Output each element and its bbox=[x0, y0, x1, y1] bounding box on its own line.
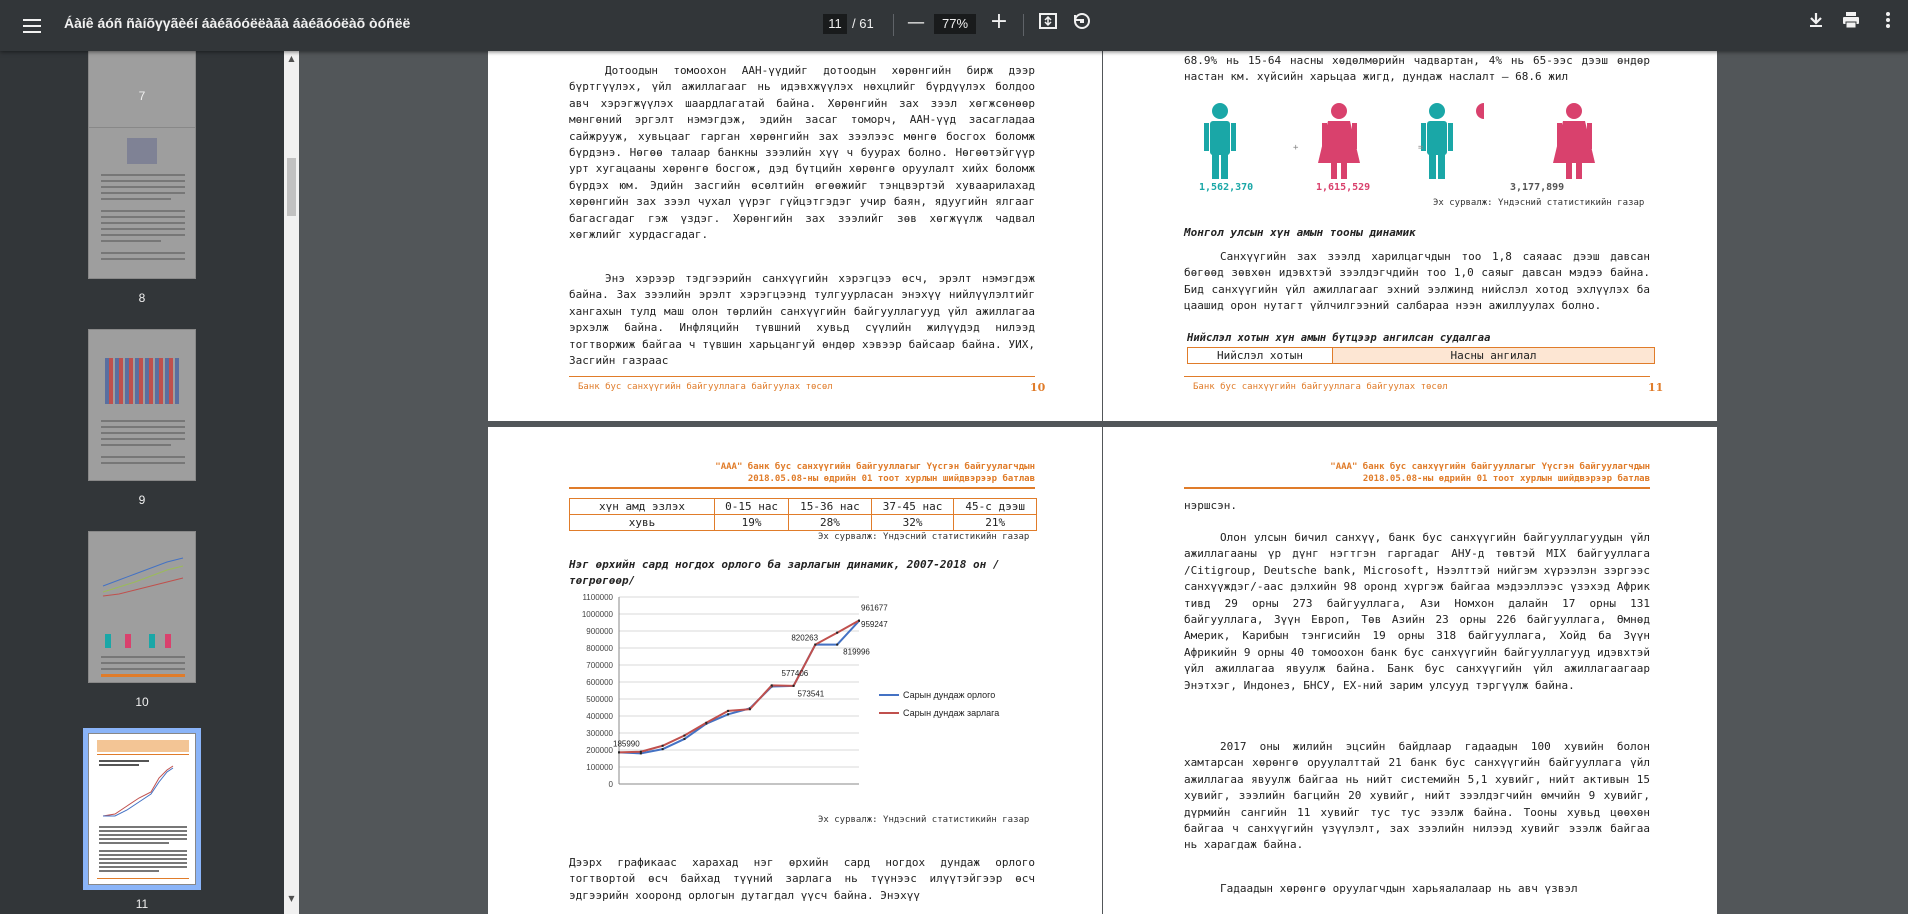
population-infographic bbox=[1184, 101, 1484, 211]
page-thumbnail-active[interactable] bbox=[88, 733, 196, 885]
page-header: 2018.05.08-ны өдрийн 01 тоот хурлын шийдвэрээр батлав bbox=[1362, 474, 1650, 484]
chart-title: Нэг өрхийн сард ногдох орлого ба зарлагын динамик, 2007-2018 он /төгрөгөөр/ bbox=[569, 558, 1000, 587]
source-note: Эх сурвалж: Үндэсний статистикийн газар bbox=[818, 815, 1030, 825]
y-tick-label: 0 bbox=[608, 780, 613, 789]
download-icon[interactable] bbox=[1802, 10, 1830, 38]
data-point bbox=[683, 735, 685, 737]
thumbnail-label: 9 bbox=[138, 493, 146, 507]
table-cell: 28% bbox=[789, 515, 872, 531]
table-cell: 37-45 нас bbox=[871, 499, 954, 515]
source-note: Эх сурвалж: Үндэсний статистикийн газар bbox=[818, 532, 1030, 542]
table-cell: хүн амд эзлэх bbox=[570, 499, 715, 515]
table-cell: 45-с дээш bbox=[954, 499, 1037, 515]
footer-text: Банк бус санхүүгийн байгууллага байгуулах төсөл bbox=[578, 382, 833, 392]
plus-sign: + bbox=[1293, 143, 1299, 153]
pdf-toolbar bbox=[0, 0, 1908, 51]
y-tick-label: 900000 bbox=[586, 627, 613, 636]
data-point bbox=[836, 632, 838, 634]
page-thumbnail[interactable] bbox=[88, 127, 196, 279]
page-header: "ААА" банк бус санхүүгийн байгууллагыг Үүсгэн байгуулагчдын bbox=[715, 462, 1035, 472]
data-point bbox=[727, 710, 729, 712]
paragraph: 68.9% нь 15-64 насны хөдөлмөрийн чадвартан, 4% нь 65-ээс дээш өндөр настан км. хүйсийн харьцаа жигд, дундаж наслалт — 68.6 жил bbox=[1184, 54, 1650, 84]
pdf-page-13 bbox=[1103, 427, 1717, 914]
section-title: Нийслэл хотын хүн амын бүтцээр ангилсан судалгаа bbox=[1187, 332, 1491, 344]
y-tick-label: 200000 bbox=[586, 746, 613, 755]
pdf-page-11 bbox=[1103, 51, 1717, 421]
page-header: "ААА" банк бус санхүүгийн байгууллагыг Үүсгэн байгуулагчдын bbox=[1330, 462, 1650, 472]
menu-icon[interactable] bbox=[18, 12, 46, 40]
data-point bbox=[836, 644, 838, 646]
table-cell: 15-36 нас bbox=[789, 499, 872, 515]
data-label: 959247 bbox=[861, 619, 888, 629]
zoom-out-icon[interactable]: — bbox=[907, 12, 925, 33]
table-header-cell: Насны ангилал bbox=[1333, 348, 1655, 364]
table-cell: 19% bbox=[715, 515, 789, 531]
female-figure-icon bbox=[1544, 101, 1604, 191]
page-thumbnail[interactable] bbox=[88, 531, 196, 683]
thumbnail-label: 11 bbox=[135, 897, 149, 911]
zoom-level-input[interactable]: 77% bbox=[934, 14, 976, 34]
total-count: 3,177,899 bbox=[1510, 182, 1565, 193]
header-rule bbox=[569, 487, 1035, 489]
y-tick-label: 400000 bbox=[586, 712, 613, 721]
data-point bbox=[662, 745, 664, 747]
rotate-icon[interactable] bbox=[1068, 11, 1096, 39]
paragraph: 2017 оны жилийн эцсийн байдлаар гадаадын 100 хувийн болон хамтарсан хөрөнгө оруулалттай 21 банк бус санхүүгийн байгууллага үйл ажиллагаа явуулж байгаа нь нийт системийн 5,1 хувийг, нийт активын 15 хувийг, зээлийн багцийн 20 хувийг, нийт зээлдэгчийн өмчийн 9 хувийг, дүрмийн сангийн 11 хувийг тус тус эзэлж байна. Тооны хувьд цөөхөн байгаа ч санхүүгийн үзүүлэлт, зах зээлийн нилээд хувийг эзэлж байгаа нь харагдаж байна. bbox=[1184, 740, 1650, 852]
table-cell: 0-15 нас bbox=[715, 499, 789, 515]
header-rule bbox=[1184, 487, 1650, 489]
page-number: 10 bbox=[1030, 381, 1046, 394]
female-count: 1,615,529 bbox=[1316, 182, 1371, 193]
fit-to-page-icon[interactable] bbox=[1034, 11, 1062, 39]
y-tick-label: 1100000 bbox=[582, 593, 613, 602]
male-count: 1,562,370 bbox=[1199, 182, 1254, 193]
footer-rule bbox=[1184, 376, 1650, 377]
age-distribution-table bbox=[569, 498, 1037, 531]
table-cell: хувь bbox=[570, 515, 715, 531]
paragraph: Гадаадын хөрөнгө оруулагчдын харьяалалаар нь авч үзвэл bbox=[1220, 882, 1578, 895]
data-label: 185990 bbox=[613, 739, 640, 749]
document-title: Áàíê áóñ ñàíõγγãèéí áàéãóóëëàãà áàéãóóëàõ òóñëë bbox=[64, 15, 411, 31]
paragraph: Олон улсын бичил санхүү, банк бус санхүүгийн байгууллагуудын үйл ажиллагааны үр дүнг нэгтгэн гаргадаг АНУ-д төвтэй MIX байгууллага /Citigroup, Deutsche bank, Microsoft, Нээлттэй нийгэм хүрээлэн зэргээс санхүүждэг/-аас дэлхийн 98 оронд хүргэж байгаа мэдээллээс үзэхэд Африк тивд 29 орны 273 байгууллага, Ази Номхон далайн 17 орны 131 байгууллага, Зүүн Европ, Төв Азийн 23 орны 226 байгууллага, Өмнөд Америк, Карибын тэнгисийн 19 орны 318 байгууллага, Хойд ба Зүүн Африкийн 9 орны 40 томоохон банк бус санхүүгийн байгууллагууд идэвхтэй үйл ажиллагаа явуулж байна. Банк бус санхүүгийн үйл ажиллагаагаар Энэтхэг, Индонез, БНСУ, ЕХ-ний зарим улсууд тэргүүлж байна. bbox=[1184, 531, 1650, 692]
page-number-input[interactable]: 11 bbox=[823, 14, 847, 34]
scroll-down-icon[interactable]: ▼ bbox=[288, 894, 295, 903]
page-number: 11 bbox=[1648, 381, 1664, 394]
data-point bbox=[640, 751, 642, 753]
paragraph: Дээрх графикаас харахад нэг өрхийн сард ногдох дундаж орлого тогтвортой өсч байхад түүний зарлага нь түүнээс илүүтэйгээр өсч эдгээрийн хооронд орлогын дутагдал үүсч байна. Энэхүү bbox=[569, 856, 1035, 902]
data-point bbox=[749, 708, 751, 710]
data-point bbox=[793, 685, 795, 687]
page-header: 2018.05.08-ны өдрийн 01 тоот хурлын шийдвэрээр батлав bbox=[747, 474, 1035, 484]
table-header-cell: Нийслэл хотын bbox=[1188, 348, 1333, 364]
toolbar-divider bbox=[1023, 14, 1024, 36]
y-tick-label: 600000 bbox=[586, 678, 613, 687]
print-icon[interactable] bbox=[1837, 10, 1865, 38]
y-tick-label: 500000 bbox=[586, 695, 613, 704]
data-point bbox=[858, 620, 860, 622]
scroll-up-icon[interactable]: ▲ bbox=[288, 54, 295, 63]
zoom-in-icon[interactable]: + bbox=[989, 9, 1009, 34]
footer-text: Банк бус санхүүгийн байгууллага байгуулах төсөл bbox=[1193, 382, 1448, 392]
data-point bbox=[683, 738, 685, 740]
page-total: / 61 bbox=[852, 16, 874, 31]
legend-label: Сарын дундаж зарлага bbox=[903, 708, 1000, 718]
sidebar-scrollbar-thumb[interactable] bbox=[287, 158, 296, 216]
data-label: 820263 bbox=[791, 633, 819, 643]
y-tick-label: 1000000 bbox=[581, 610, 613, 619]
age-structure-table-header bbox=[1187, 347, 1655, 364]
paragraph: нэршсэн. bbox=[1184, 499, 1237, 512]
table-cell: 21% bbox=[954, 515, 1037, 531]
paragraph: Санхүүгийн зах зээлд харилцагчдын тоо 1,8 саяаас дээш давсан бөгөөд зөвхөн идэвхтэй зээлдэгчдийн тоо 1,0 саяыг давсан мэдээ байна. Бид санхүүгийн үйл ажиллагааг эхний ээлжинд нийслэл хотод эхлүүлэх ба цаашид орон нутагт үйлчилгээний салбараа нээн ажиллуулах болно. bbox=[1184, 250, 1650, 313]
section-title: Монгол улсын хүн амын тооны динамик bbox=[1184, 226, 1416, 239]
footer-rule bbox=[569, 376, 1035, 377]
thumbnail-label: 10 bbox=[135, 695, 149, 709]
data-label: 573541 bbox=[797, 689, 825, 699]
thumbnail-sidebar bbox=[0, 51, 284, 914]
paragraph: Энэ хэрээр тэдгээрийн санхүүгийн хэрэгцээ өсч, эрэлт нэмэгдэж байна. Зах зээлийн эрэлт хэрэгцээнд тулгуурласан энэхүү нийлүүлэлтийг хангахын тулд маш олон төрлийн санхүүгийн байгууллагууд үйл ажиллагаа эрхэлж байна. Инфляцийн түвшний хувьд сүүлийн жилүүдэд нилээд тогтворжиж байгаа ч түвшин харьцангуй өндөр хэвээр байсаар байна. УИХ, Засгийн газраас bbox=[569, 272, 1035, 368]
data-point bbox=[618, 751, 620, 753]
paragraph: Дотоодын томоохон ААН-үүдийг дотоодын хөрөнгийн бирж дээр бүртгүүлэх, үйл ажиллагааг нь идэвхжүүлэх нөхцлийг бүрдүүлэх болдоо авч хэрэгжүүлэх шаардлагатай байна. Хөрөнгийн зах зээл хөгжсөнөөр мөнгөний эргэлт нэмэгдэж, эдийн засаг томорч, ААН-үүд засагладаа сайжрууж, хувьцааг гарган хөрөнгийн зах зээлээс мөнгө босгох боломж бүрдэнэ. Нөгөө талаар банкны зээлийн хүү ч буурах болно. Нөгөөтэйгүүр урт хугацааны хөрөнгө босгож, дэд бүтцийн хөрөнгө оруулалт хийх боломж бүрдэх юм. Эдийн засгийн өсөлтийн өгөөжийг тэнцвэртэй хуваарилахад хөрөнгийн зах зээл чухал үүрэг гүйцэтгэдэг учир баян, ядуугийн ялгааг багасгадаг гэж үздэг. Хөрөнгийн зах зээлийг зөв хөгжүүлж чадвал хөгжлийг хурдасгадаг. bbox=[569, 64, 1035, 242]
data-point bbox=[814, 644, 816, 646]
data-point bbox=[662, 748, 664, 750]
pdf-page-10 bbox=[488, 51, 1102, 421]
male-figure-icon bbox=[1421, 103, 1453, 179]
data-point bbox=[705, 722, 707, 724]
y-tick-label: 800000 bbox=[586, 644, 613, 653]
income-expense-line-chart bbox=[569, 587, 1035, 837]
page-thumbnail[interactable] bbox=[88, 329, 196, 481]
legend-label: Сарын дундаж орлого bbox=[903, 690, 996, 700]
thumbnail-label: 7 bbox=[138, 89, 146, 103]
pdf-page-12 bbox=[488, 427, 1102, 914]
data-label: 961677 bbox=[861, 603, 888, 613]
data-label: 819996 bbox=[843, 647, 870, 657]
female-figure-icon bbox=[1476, 103, 1484, 119]
data-point bbox=[727, 713, 729, 715]
equals-sign: = bbox=[1418, 143, 1424, 153]
y-tick-label: 300000 bbox=[586, 729, 613, 738]
data-label: 577406 bbox=[781, 668, 809, 678]
thumbnail-label: 8 bbox=[138, 291, 146, 305]
y-tick-label: 100000 bbox=[586, 763, 613, 772]
data-point bbox=[771, 684, 773, 686]
toolbar-divider bbox=[893, 14, 894, 36]
more-options-icon[interactable] bbox=[1874, 10, 1902, 38]
male-figure-icon bbox=[1204, 103, 1236, 179]
source-note: Эх сурвалж: Үндэсний статистикийн газар bbox=[1433, 198, 1645, 208]
y-tick-label: 700000 bbox=[586, 661, 613, 670]
female-figure-icon bbox=[1318, 103, 1360, 179]
table-cell: 32% bbox=[871, 515, 954, 531]
